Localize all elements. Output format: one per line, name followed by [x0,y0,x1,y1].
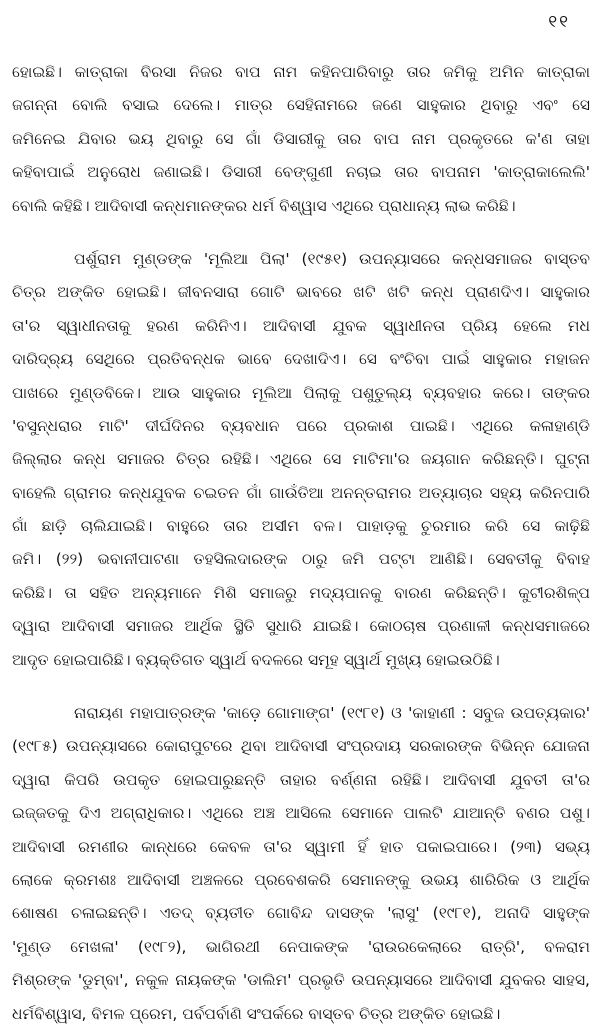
paragraph-gap [12,677,590,697]
text-line: ଜିଲ୍ଲାର କନ୍ଧ ସମାଜର ଚିତ୍ର ରହିଛି। ଏଥିରେ ସେ ମାଟିମା'ର ଜୟଗାନ କରିଛନ୍ତି। ଘୁଟ୍ନା [12,450,590,469]
text-line: ବୋଲି କହିଛି। ଆଦିବାସୀ କନ୍ଧମାନଙ୍କର ଧର୍ମ ବିଶ୍ୱାସ ଏଥିରେ ପ୍ରାଧାନ୍ୟ ଲାଭ କରିଛି। [12,196,516,215]
paragraph [12,56,590,223]
text-line: ଜଗନ୍ନା ବୋଲି ବସାଇ ଦେଲେ। ମାତ୍ର ସେହିନାମରେ ଜଣେ ସାହୁକାର ଥିବାରୁ ଏବଂ ସେ [12,96,590,115]
text-line: ଗାଁ ଛାଡ଼ି ଚାଲିଯାଇଛି। ବାହୁରେ ତାର ଅସୀମ ବଳ। ପାହାଡ଼କୁ ଚୁରମାର କରି ସେ କାଢ଼ିଛି [12,517,590,536]
text-line: ଜମିନେଇ ଯିବାର ଭୟ ଥିବାରୁ ସେ ଗାଁ ଡିସାରୀକୁ ତାର ବାପ ନାମ ପ୍ରକୃତରେ କ'ଣ ତାହା [12,129,590,148]
text-line: କହିବାପାଇଁ ଅନୁରୋଧ ଜଣାଇଛି। ଡିସାରୀ ବେଙ୍ଗୁଣୀ ନଚାଇ ତାର ବାପନାମ 'କାତ୍ରାକାଲେଲି' [12,163,590,182]
text-line: ହୋଇଛି। କାତ୍ରାକା ବିରସା ନିଜର ବାପ ନାମ କହିନପାରିବାରୁ ତାର ଜମିକୁ ଅମିନ କାତ୍ରାକା [12,63,590,81]
text-line: (୧୯୮୫) ଉପନ୍ୟାସରେ କୋରାପୁଟରେ ଥିବା ଆଦିବାସୀ ସଂପ୍ରଦାୟ ସରକାରଙ୍କ ବିଭିନ୍ନ ଯୋଜନା [12,737,590,756]
paragraph-gap [12,223,590,243]
text-line: ବାହେଲି ଗ୍ରାମର କନ୍ଧଯୁବକ ଚଇତନ ଗାଁ ଗାଉଁତିଆ ଅନନ୍ତରାମର ଅତ୍ୟାଚାର ସହ୍ୟ କରିନପାରି [12,483,590,502]
text-line: ପାଖରେ ମୁଣ୍ଡବିକେ। ଆଉ ସାହୁକାର ମୂଲିଆ ପିଲାକୁ ପଶୁତୁଲ୍ୟ ବ୍ୟବହାର କରେ। ତାଙ୍କର [12,383,590,402]
page-number: ୧୧ [548,12,570,32]
text-line: ଦାରିଦ୍ର୍ୟ ସେଥିରେ ପ୍ରତିବନ୍ଧକ ଭାବେ ଦେଖାଦିଏ। ସେ ବଂଚିବା ପାଇଁ ସାହୁକାର ମହାଜନ [12,350,590,369]
text-line: 'ବସୁନ୍ଧରାର ମାଟି' ଦୀର୍ଘଦିନର ବ୍ୟବଧାନ ପରେ ପ୍ରକାଶ ପାଇଛି। ଏଥିରେ କଳାହାଣ୍ଡି [12,416,590,435]
text-line: ଧର୍ମବିଶ୍ୱାସ, ବିମଳ ପ୍ରେମ, ପର୍ବପର୍ବାଣି ସଂପର୍କରେ ବାସ୍ତବ ଚିତ୍ର ଅଙ୍କିତ ହୋଇଛି। [12,1004,501,1023]
text-line: ଆଦୃତ ହୋଇପାରିଛି। ବ୍ୟକ୍ତିଗତ ସ୍ୱାର୍ଥ ବଦଳରେ ସମୂହ ସ୍ୱାର୍ଥ ମୁଖ୍ୟ ହୋଇଉଠିଛି। [12,650,500,669]
paragraph [12,697,590,1031]
text-line: କରିଛି। ତା ସହିତ ଅନ୍ୟମାନେ ମିଶି ସମାଜରୁ ମଦ୍ୟପାନକୁ ବାରଣ କରିଛନ୍ତି। କୁଟୀରଶିଳ୍ପ [12,583,590,602]
text-line: ଲୋକେ କ୍ରମଶଃ ଆଦିବାସୀ ଅଞ୍ଚଳରେ ପ୍ରବେଶକରି ସେମାନଙ୍କୁ ଉଭୟ ଶାରିରିକ ଓ ଆର୍ଥିକ [12,870,590,889]
text-line: ଆଦିବାସୀ ରମଣୀର କାନ୍ଧରେ କେବଳ ତା'ର ସ୍ୱାମୀ ହିଁ ହାତ ପକାଇପାରେ। (୨୩) ସଭ୍ୟ [12,837,590,856]
body-text [12,56,590,1031]
text-line: ତା'ର ସ୍ୱାଧୀନତାକୁ ହରଣ କରିନିଏ। ଆଦିବାସୀ ଯୁବକ ସ୍ୱାଧୀନତା ପ୍ରିୟ ହେଲେ ମଧ [12,316,590,335]
text-line: ମିଶ୍ରଙ୍କ 'ଡୁମ୍ବା', ନକୁଳ ନାୟକଙ୍କ 'ଡାଲିମ' ପ୍ରଭୃତି ଉପନ୍ୟାସରେ ଆଦିବାସୀ ଯୁବକର ସାହସ, [12,971,590,990]
text-line: ନାରାୟଣ ମହାପାତ୍ରଙ୍କ 'କାଡ଼େ ଗୋମାଙ୍ଗ' (୧୯୮୧) ଓ 'କାହାଣୀ : ସବୁଜ ଉପତ୍ୟକାର' [74,704,590,723]
paragraph [12,243,590,677]
text-line: ଜମି। (୨୨) ଭବାନୀପାଟଣା ତହସିଲଦାରଙ୍କ ଠାରୁ ଜମି ପଟ୍ଟା ଆଣିଛି। ସେବତୀକୁ ବିବାହ [12,550,590,569]
text-line: ଦ୍ୱାରା କିପରି ଉପକୃତ ହୋଇପାରୁଛନ୍ତି ତାହାର ବର୍ଣ୍ଣନା ରହିଛି। ଆଦିବାସୀ ଯୁବତୀ ତା'ର [12,770,590,789]
text-line: ଇଜ୍ଜତକୁ ଦିଏ ଅଗ୍ରାଧିକାର। ଏଥିରେ ଅଞ୍ଚ ଆସିଲେ ସେମାନେ ପାଲଟି ଯାଆନ୍ତି ବଣର ପଶୁ। [12,804,590,823]
text-line: ଶୋଷଣ ଚଳାଇଛନ୍ତି। ଏତଦ୍ ବ୍ୟତୀତ ଗୋବିନ୍ଦ ଦାସଙ୍କ 'ଲାସୁ' (୧୯୮୧), ଅନାଦି ସାହୁଙ୍କ [12,904,590,923]
text-line: ଦ୍ୱାରା ଆଦିବାସୀ ସମାଜର ଆର୍ଥିକ ସ୍ଥିତି ସୁଧାରି ଯାଇଛି। କୋଠଚାଷ ପ୍ରଣାଳୀ କନ୍ଧସମାଜରେ [12,617,590,636]
text-line: ପର୍ଶୁରାମ ମୁଣ୍ଡଙ୍କ 'ମୂଲିଆ ପିଲା' (୧୯୫୧) ଉପନ୍ୟାସରେ କନ୍ଧସମାଜର ବାସ୍ତବ [74,249,590,268]
text-line: ଚିତ୍ର ଅଙ୍କିତ ହୋଇଛି। ଜୀବନସାରା ଗୋଟି ଭାବରେ ଖଟି ଖଟି କନ୍ଧ ପ୍ରାଣଦିଏ। ସାହୁକାର [12,283,590,302]
text-line: 'ମୁଣ୍ଡ ମେଖଳା' (୧୯୮୨), ଭାଗିରଥୀ ନେପାକଙ୍କ 'ରାଉରକେଲାରେ ରାତ୍ରି', ବଳରାମ [12,937,590,956]
